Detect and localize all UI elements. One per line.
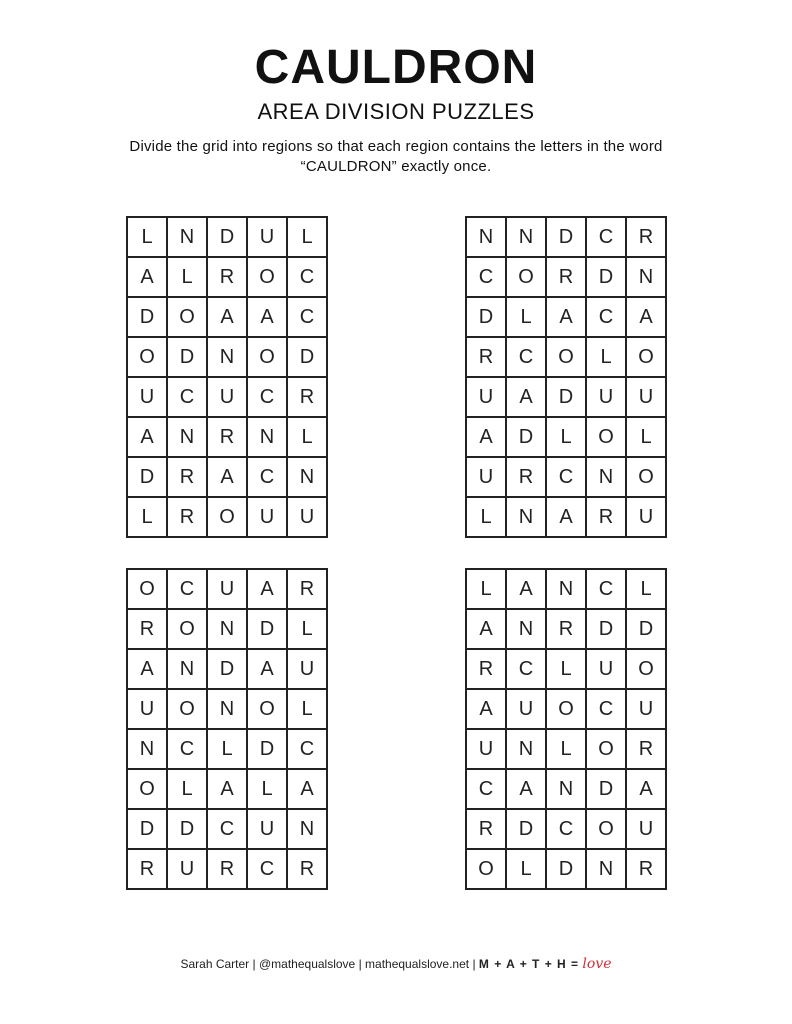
grid-cell: O bbox=[168, 690, 208, 730]
grid-cell: D bbox=[507, 418, 547, 458]
grid-cell: O bbox=[128, 770, 168, 810]
grid-cell: O bbox=[248, 338, 288, 378]
footer-site: mathequalslove.net bbox=[365, 957, 470, 971]
grid-cell: U bbox=[248, 218, 288, 258]
grid-cell: L bbox=[627, 570, 667, 610]
grid-cell: U bbox=[208, 378, 248, 418]
grid-cell: O bbox=[248, 258, 288, 298]
grid-cell: U bbox=[288, 498, 328, 538]
grid-cell: L bbox=[467, 570, 507, 610]
footer-separator: | bbox=[252, 957, 256, 971]
grid-cell: N bbox=[208, 690, 248, 730]
grid-cell: N bbox=[507, 498, 547, 538]
grid-cell: C bbox=[587, 690, 627, 730]
grid-cell: R bbox=[288, 570, 328, 610]
grid-cell: R bbox=[467, 338, 507, 378]
grid-cell: C bbox=[248, 458, 288, 498]
grid-cell: R bbox=[467, 650, 507, 690]
grid-cell: O bbox=[587, 730, 627, 770]
grid-cell: N bbox=[507, 730, 547, 770]
grid-cell: N bbox=[547, 570, 587, 610]
grid-cell: R bbox=[208, 258, 248, 298]
grid-cell: R bbox=[208, 850, 248, 890]
grid-cell: U bbox=[627, 690, 667, 730]
grid-cell: D bbox=[248, 610, 288, 650]
grid-cell: R bbox=[128, 850, 168, 890]
grid-cell: D bbox=[168, 338, 208, 378]
grid-cell: C bbox=[547, 458, 587, 498]
grid-cell: C bbox=[168, 730, 208, 770]
grid-cell: N bbox=[587, 458, 627, 498]
grid-cell: N bbox=[208, 338, 248, 378]
grid-cell: R bbox=[507, 458, 547, 498]
grid-cell: O bbox=[507, 258, 547, 298]
grid-cell: L bbox=[288, 610, 328, 650]
grid-cell: R bbox=[627, 218, 667, 258]
grid-cell: A bbox=[467, 418, 507, 458]
grid-cell: D bbox=[288, 338, 328, 378]
grid-cell: U bbox=[248, 810, 288, 850]
grid-cell: A bbox=[627, 770, 667, 810]
grid-cell: N bbox=[627, 258, 667, 298]
grid-cell: D bbox=[467, 298, 507, 338]
grid-cell: N bbox=[507, 610, 547, 650]
footer bbox=[0, 955, 792, 973]
grid-cell: N bbox=[288, 458, 328, 498]
grid-cell: C bbox=[587, 570, 627, 610]
grid-cell: U bbox=[467, 458, 507, 498]
grid-cell: C bbox=[168, 378, 208, 418]
grid-cell: U bbox=[128, 378, 168, 418]
grid-cell: C bbox=[547, 810, 587, 850]
grid-cell: R bbox=[467, 810, 507, 850]
grid-cell: A bbox=[507, 770, 547, 810]
grid-cell: U bbox=[587, 378, 627, 418]
grid-cell: U bbox=[168, 850, 208, 890]
grid-cell: N bbox=[208, 610, 248, 650]
grid-cell: A bbox=[627, 298, 667, 338]
grid-cell: D bbox=[248, 730, 288, 770]
grid-cell: R bbox=[168, 458, 208, 498]
grid-cell: C bbox=[288, 298, 328, 338]
grid-cell: A bbox=[248, 298, 288, 338]
footer-author: Sarah Carter bbox=[180, 957, 250, 971]
grid-cell: L bbox=[128, 218, 168, 258]
grid-cell: C bbox=[248, 378, 288, 418]
grid-cell: D bbox=[128, 298, 168, 338]
grid-cell: D bbox=[208, 218, 248, 258]
grid-cell: D bbox=[208, 650, 248, 690]
grid-cell: L bbox=[627, 418, 667, 458]
grid-cell: U bbox=[627, 498, 667, 538]
grid-cell: C bbox=[507, 338, 547, 378]
grid-cell: R bbox=[208, 418, 248, 458]
grid-cell: L bbox=[168, 258, 208, 298]
grid-cell: N bbox=[248, 418, 288, 458]
grid-cell: U bbox=[208, 570, 248, 610]
grid-cell: L bbox=[507, 850, 547, 890]
grid-cell: N bbox=[587, 850, 627, 890]
grid-cell: C bbox=[587, 298, 627, 338]
grid-cell: C bbox=[467, 258, 507, 298]
grid-cell: L bbox=[547, 418, 587, 458]
grid-cell: A bbox=[547, 498, 587, 538]
grid-cell: A bbox=[208, 298, 248, 338]
grid-cell: R bbox=[288, 378, 328, 418]
grid-cell: C bbox=[587, 218, 627, 258]
grid-cell: U bbox=[128, 690, 168, 730]
grid-cell: D bbox=[547, 850, 587, 890]
grid-cell: O bbox=[248, 690, 288, 730]
grid-cell: U bbox=[587, 650, 627, 690]
grid-cell: A bbox=[208, 770, 248, 810]
grid-cell: A bbox=[288, 770, 328, 810]
grid-cell: A bbox=[547, 298, 587, 338]
puzzle-grid-2 bbox=[465, 216, 667, 538]
grid-cell: D bbox=[587, 770, 627, 810]
grid-cell: O bbox=[168, 298, 208, 338]
grid-cell: O bbox=[547, 338, 587, 378]
grid-cell: O bbox=[587, 810, 627, 850]
grid-cell: A bbox=[467, 690, 507, 730]
grid-cell: L bbox=[288, 218, 328, 258]
grid-cell: C bbox=[288, 730, 328, 770]
grid-cell: O bbox=[128, 338, 168, 378]
grid-cell: D bbox=[587, 610, 627, 650]
grid-cell: C bbox=[248, 850, 288, 890]
grid-cell: N bbox=[467, 218, 507, 258]
grid-cell: C bbox=[507, 650, 547, 690]
grid-cell: O bbox=[587, 418, 627, 458]
grid-cell: O bbox=[168, 610, 208, 650]
grid-cell: O bbox=[627, 458, 667, 498]
grid-cell: U bbox=[627, 810, 667, 850]
grid-cell: C bbox=[467, 770, 507, 810]
grid-cell: A bbox=[467, 610, 507, 650]
puzzle-grid-3 bbox=[126, 568, 328, 890]
grid-cell: D bbox=[547, 218, 587, 258]
grid-cell: O bbox=[547, 690, 587, 730]
grid-cell: L bbox=[467, 498, 507, 538]
grid-cell: R bbox=[128, 610, 168, 650]
grid-cell: N bbox=[168, 650, 208, 690]
puzzle-grid-4 bbox=[465, 568, 667, 890]
footer-brand: M + A + T + H = bbox=[478, 957, 580, 971]
grid-cell: C bbox=[208, 810, 248, 850]
grid-cell: L bbox=[208, 730, 248, 770]
grid-cell: U bbox=[467, 378, 507, 418]
grid-cell: O bbox=[627, 338, 667, 378]
grid-cell: L bbox=[248, 770, 288, 810]
footer-separator: | bbox=[472, 957, 476, 971]
grid-cell: U bbox=[467, 730, 507, 770]
grid-cell: U bbox=[248, 498, 288, 538]
footer-separator: | bbox=[358, 957, 362, 971]
grid-cell: C bbox=[168, 570, 208, 610]
grid-cell: O bbox=[467, 850, 507, 890]
grid-cell: L bbox=[128, 498, 168, 538]
grid-cell: N bbox=[288, 810, 328, 850]
grid-cell: U bbox=[507, 690, 547, 730]
grid-cell: A bbox=[507, 378, 547, 418]
grid-cell: O bbox=[128, 570, 168, 610]
grid-cell: A bbox=[128, 258, 168, 298]
grid-cell: D bbox=[168, 810, 208, 850]
grid-cell: L bbox=[547, 650, 587, 690]
footer-love-logo: love bbox=[582, 956, 612, 972]
grid-cell: R bbox=[627, 850, 667, 890]
grid-cell: D bbox=[587, 258, 627, 298]
footer-handle: @mathequalslove bbox=[258, 957, 356, 971]
grid-cell: A bbox=[248, 570, 288, 610]
grid-cell: R bbox=[627, 730, 667, 770]
grid-cell: D bbox=[128, 810, 168, 850]
grid-cell: U bbox=[627, 378, 667, 418]
grid-cell: R bbox=[587, 498, 627, 538]
grid-cell: N bbox=[168, 218, 208, 258]
grid-cell: L bbox=[587, 338, 627, 378]
grid-cell: A bbox=[208, 458, 248, 498]
grid-cell: A bbox=[128, 650, 168, 690]
instructions: Divide the grid into regions so that each region contains the letters in the word “CAULDRON” exactly once. bbox=[129, 138, 663, 175]
grid-cell: L bbox=[507, 298, 547, 338]
page-title: CAULDRON bbox=[254, 41, 538, 94]
grid-cell: A bbox=[248, 650, 288, 690]
grid-cell: O bbox=[627, 650, 667, 690]
grid-cell: N bbox=[507, 218, 547, 258]
grid-cell: C bbox=[288, 258, 328, 298]
grid-cell: D bbox=[627, 610, 667, 650]
grid-cell: N bbox=[128, 730, 168, 770]
grid-cell: U bbox=[288, 650, 328, 690]
grid-cell: N bbox=[547, 770, 587, 810]
grid-cell: O bbox=[208, 498, 248, 538]
grid-cell: R bbox=[547, 258, 587, 298]
grid-cell: A bbox=[507, 570, 547, 610]
grid-cell: R bbox=[547, 610, 587, 650]
grid-cell: D bbox=[547, 378, 587, 418]
grid-cell: D bbox=[507, 810, 547, 850]
grid-cell: L bbox=[288, 690, 328, 730]
grid-cell: L bbox=[288, 418, 328, 458]
grid-cell: R bbox=[288, 850, 328, 890]
grid-cell: A bbox=[128, 418, 168, 458]
grid-cell: L bbox=[547, 730, 587, 770]
grid-cell: N bbox=[168, 418, 208, 458]
grid-cell: L bbox=[168, 770, 208, 810]
page-subtitle: AREA DIVISION PUZZLES bbox=[257, 99, 535, 124]
grid-cell: R bbox=[168, 498, 208, 538]
puzzle-grid-1 bbox=[126, 216, 328, 538]
grid-cell: D bbox=[128, 458, 168, 498]
